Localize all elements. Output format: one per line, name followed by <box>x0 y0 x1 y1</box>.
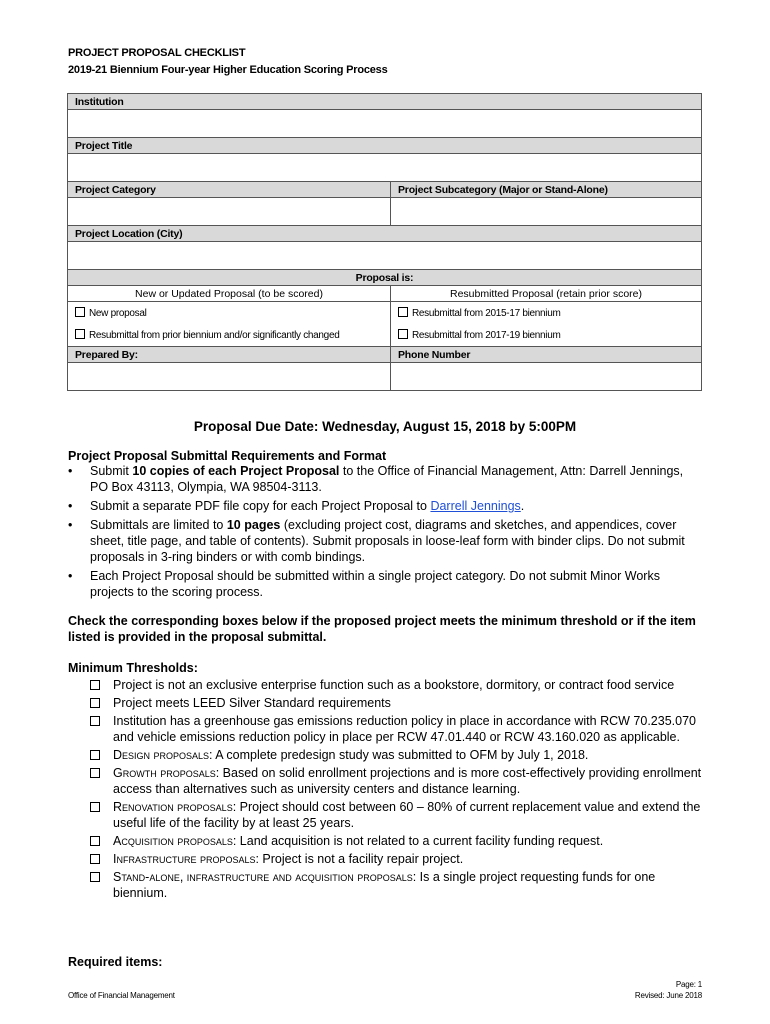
footer-page: Page: 1 <box>675 980 702 989</box>
threshold-item[interactable]: Project meets LEED Silver Standard requirements <box>90 695 702 711</box>
list-item: • Submit a separate PDF file copy for each Project Proposal to Darrell Jennings. <box>68 499 525 513</box>
requirements-list <box>68 463 703 603</box>
list-item: • Submit 10 copies of each Project Proposal to the Office of Financial Management, Attn: Darrell Jennings, PO Box 43113, Olympia, WA 98504-3113. <box>68 464 684 494</box>
requirements-heading: Project Proposal Submittal Requirements and Format <box>68 449 387 463</box>
minimum-thresholds-heading: Minimum Thresholds: <box>68 661 198 675</box>
checkbox[interactable] <box>90 768 100 778</box>
threshold-item[interactable]: Renovation proposals: Project should cost between 60 – 80% of current replacement value and extend the useful life of the facility by at least 25 years. <box>90 799 702 831</box>
document-title: PROJECT PROPOSAL CHECKLIST <box>68 47 246 59</box>
proposal-is-label: Proposal is: <box>68 270 702 286</box>
resubmitted-header: Resubmitted Proposal (retain prior score) <box>391 286 702 302</box>
institution-label: Institution <box>68 94 702 110</box>
project-category-label: Project Category <box>68 182 391 198</box>
list-item: • Each Project Proposal should be submitted within a single project category. Do not submit Minor Works projects to the scoring process. <box>68 569 660 599</box>
prepared-by-label: Prepared By: <box>68 347 391 363</box>
option-resub-2017[interactable]: Resubmittal from 2017-19 biennium <box>391 324 702 347</box>
due-date: Proposal Due Date: Wednesday, August 15, 2018 by 5:00PM <box>193 419 577 434</box>
threshold-item[interactable]: Institution has a greenhouse gas emissions reduction policy in place in accordance with RCW 70.235.070 and vehicle emissions reduction policy in place per RCW 47.01.440 or RCW 43.160.020 as applicable. <box>90 713 702 745</box>
document-subtitle: 2019-21 Biennium Four-year Higher Education Scoring Process <box>68 64 388 76</box>
project-subcategory-label: Project Subcategory (Major or Stand-Alone) <box>391 182 702 198</box>
thresholds-list <box>90 677 702 903</box>
project-subcategory-field[interactable] <box>391 198 702 226</box>
checkbox[interactable] <box>90 680 100 690</box>
threshold-item[interactable]: Growth proposals: Based on solid enrollment projections and is more cost-effectively providing enrollment access than alternatives such as university centers and distance learning. <box>90 765 702 797</box>
footer-org: Office of Financial Management <box>68 991 175 1000</box>
checkbox[interactable] <box>75 307 85 317</box>
project-location-field[interactable] <box>68 242 702 270</box>
threshold-item[interactable]: Infrastructure proposals: Project is not a facility repair project. <box>90 851 702 867</box>
checkbox[interactable] <box>90 716 100 726</box>
threshold-item[interactable]: Project is not an exclusive enterprise function such as a bookstore, dormitory, or contract food service <box>90 677 702 693</box>
project-category-field[interactable] <box>68 198 391 226</box>
phone-number-label: Phone Number <box>391 347 702 363</box>
checkbox[interactable] <box>90 750 100 760</box>
checkbox[interactable] <box>90 854 100 864</box>
checkbox[interactable] <box>75 329 85 339</box>
threshold-item[interactable]: Acquisition proposals: Land acquisition is not related to a current facility funding request. <box>90 833 702 849</box>
checkbox[interactable] <box>90 872 100 882</box>
project-location-label: Project Location (City) <box>68 226 702 242</box>
checkbox[interactable] <box>90 802 100 812</box>
proposal-form-table <box>67 93 702 391</box>
threshold-item[interactable]: Design proposals: A complete predesign study was submitted to OFM by July 1, 2018. <box>90 747 702 763</box>
institution-field[interactable] <box>68 110 702 138</box>
phone-number-field[interactable] <box>391 363 702 391</box>
check-instruction: Check the corresponding boxes below if the proposed project meets the minimum threshold or if the item listed is provided in the proposal submittal. <box>68 614 696 644</box>
list-item: • Submittals are limited to 10 pages (excluding project cost, diagrams and sketches, and appendices, cover sheet, title page, and table of contents). Submit proposals in loose-leaf form with binder clips. Do not submit proposals in 3-ring binders or with comb bindings. <box>68 518 685 564</box>
option-resub-2015[interactable]: Resubmittal from 2015-17 biennium <box>391 302 702 325</box>
required-items-heading: Required items: <box>68 955 163 969</box>
threshold-item[interactable]: Stand-alone, infrastructure and acquisition proposals: Is a single project requesting funds for one biennium. <box>90 869 702 901</box>
new-updated-header: New or Updated Proposal (to be scored) <box>68 286 391 302</box>
project-title-label: Project Title <box>68 138 702 154</box>
prepared-by-field[interactable] <box>68 363 391 391</box>
option-resub-prior[interactable]: Resubmittal from prior biennium and/or significantly changed <box>68 324 391 347</box>
checkbox[interactable] <box>90 836 100 846</box>
footer-revised: Revised: June 2018 <box>634 991 702 1000</box>
checkbox[interactable] <box>398 329 408 339</box>
project-title-field[interactable] <box>68 154 702 182</box>
option-new-proposal[interactable]: New proposal <box>68 302 391 325</box>
darrell-jennings-link[interactable]: Darrell Jennings <box>430 499 521 513</box>
checkbox[interactable] <box>90 698 100 708</box>
checkbox[interactable] <box>398 307 408 317</box>
